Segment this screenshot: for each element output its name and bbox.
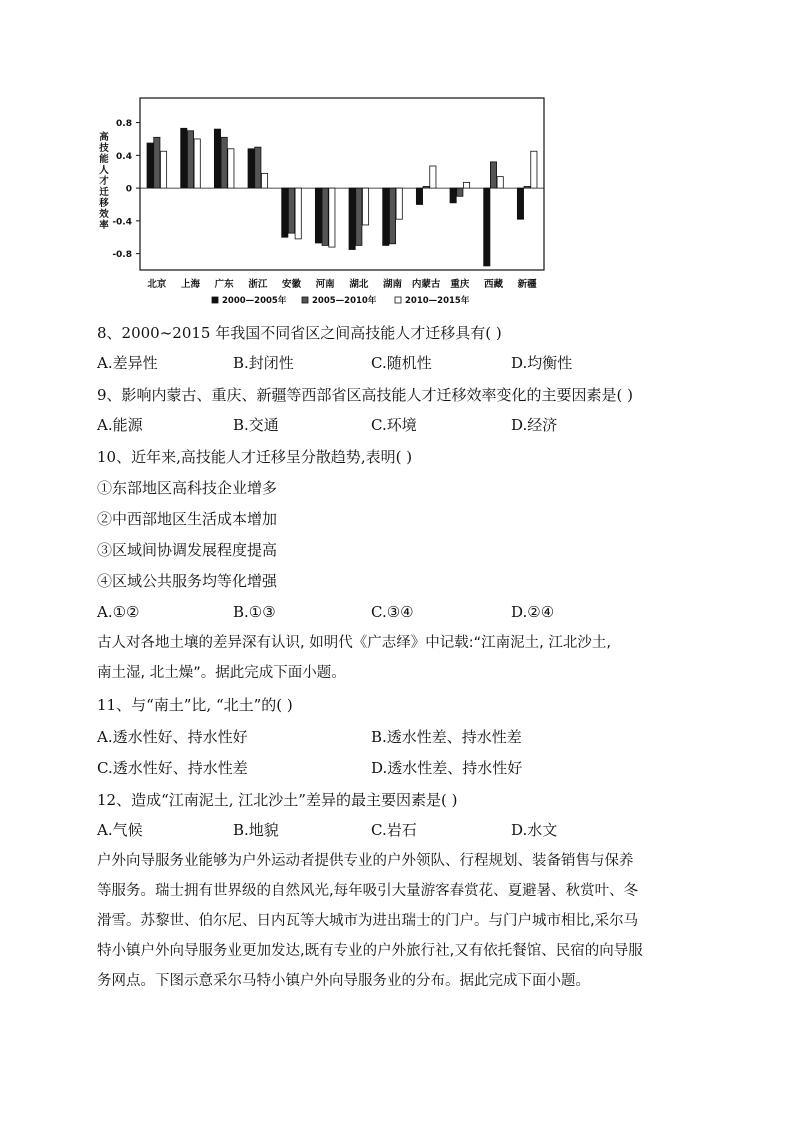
category-label: 广东: [214, 279, 234, 290]
category-label: 上海: [180, 279, 201, 290]
q10-option-c[interactable]: C.③④: [371, 603, 414, 621]
bar: [349, 188, 355, 249]
category-label: 安徽: [281, 279, 302, 290]
category-labels: [147, 278, 537, 290]
bar: [416, 188, 422, 204]
bar: [181, 128, 187, 188]
bar: [362, 188, 368, 225]
passage-soil-line-2: 南土湿, 北土燥”。据此完成下面小题。: [97, 665, 346, 681]
q12-option-c[interactable]: C.岩石: [371, 821, 417, 839]
passage-guide-line-1: 户外向导服务业能够为户外运动者提供专业的户外领队、行程规划、装备销售与保养: [97, 853, 634, 869]
y-ticks: [112, 119, 140, 260]
passage-guide-line-4: 特小镇户外向导服务业更加发达,既有专业的户外旅行社,又有依托餐馆、民宿的向导服: [97, 943, 643, 959]
category-label: 北京: [147, 279, 167, 290]
q10-item-4: ④区域公共服务均等化增强: [97, 572, 278, 590]
q11-option-b[interactable]: B.透水性差、持水性差: [371, 728, 522, 746]
q8-option-a[interactable]: A.差异性: [97, 354, 158, 372]
bar: [484, 188, 490, 266]
q8-option-d[interactable]: D.均衡性: [511, 354, 573, 372]
q9-option-c[interactable]: C.环境: [371, 416, 417, 434]
bar: [524, 186, 530, 188]
q12-option-a[interactable]: A.气候: [97, 821, 143, 839]
bar: [396, 188, 402, 219]
category-label: 湖南: [382, 279, 403, 290]
category-label: 湖北: [349, 279, 369, 290]
bar: [463, 182, 469, 188]
legend-swatch: [302, 297, 308, 303]
y-tick-label: 0.4: [116, 151, 132, 162]
q9-option-d[interactable]: D.经济: [511, 416, 558, 434]
q11-option-a[interactable]: A.透水性好、持水性好: [97, 728, 248, 746]
q10-item-3: ③区域间协调发展程度提高: [97, 541, 278, 559]
bar: [214, 129, 220, 188]
category-label: 内蒙古: [411, 279, 441, 290]
bar: [194, 139, 200, 188]
bar: [221, 137, 227, 188]
y-axis-label-char: 技: [99, 143, 109, 154]
y-axis-label-char: 迁: [99, 187, 109, 198]
y-tick-label: 0: [125, 184, 132, 195]
category-label: 新疆: [517, 279, 537, 290]
bar: [160, 151, 166, 188]
bar: [430, 166, 436, 188]
q12-option-d[interactable]: D.水文: [511, 821, 558, 839]
bar: [356, 188, 362, 245]
bar: [187, 131, 193, 188]
bar: [497, 177, 503, 188]
legend-swatch: [395, 297, 401, 303]
bar: [383, 188, 389, 245]
question-11-stem: 11、与“南土”比, “北土”的( ): [97, 696, 293, 714]
bar: [248, 149, 254, 188]
bar: [423, 186, 429, 188]
question-9-stem: 9、影响内蒙古、重庆、新疆等西部省区高技能人才迁移效率变化的主要因素是( ): [97, 386, 634, 404]
bar: [315, 188, 321, 243]
y-axis-label-char: 移: [99, 198, 109, 209]
category-label: 河南: [315, 279, 335, 290]
question-10-stem: 10、近年来,高技能人才迁移呈分散趋势,表明( ): [97, 448, 413, 466]
bar: [295, 188, 301, 239]
passage-outdoor-guide: [97, 846, 707, 996]
bars: [147, 128, 537, 266]
question-8-stem: 8、2000~2015 年我国不同省区之间高技能人才迁移具有( ): [97, 324, 502, 342]
category-label: 西藏: [483, 279, 504, 290]
y-axis-label-char: 率: [99, 220, 109, 231]
legend: [212, 295, 470, 306]
q11-option-d[interactable]: D.透水性差、持水性好: [371, 759, 523, 777]
legend-swatch: [212, 297, 218, 303]
passage-soil-line-1: 古人对各地土壤的差异深有认识, 如明代《广志绎》中记载:“江南泥土, 江北沙土,: [97, 635, 611, 651]
y-axis-label-char: 人: [99, 165, 109, 176]
q9-option-b[interactable]: B.交通: [233, 416, 279, 434]
y-tick-label: -0.4: [112, 217, 132, 228]
bar: [147, 143, 153, 188]
bar: [282, 188, 288, 237]
q8-option-c[interactable]: C.随机性: [371, 354, 432, 372]
migration-efficiency-chart: [90, 88, 560, 318]
y-axis-label-char: 能: [99, 154, 109, 165]
passage-guide-line-2: 等服务。瑞士拥有世界级的自然风光,每年吸引大量游客春赏花、夏避暑、秋赏叶、冬: [97, 883, 639, 899]
q11-option-c[interactable]: C.透水性好、持水性差: [97, 759, 248, 777]
q10-option-a[interactable]: A.①②: [97, 603, 140, 621]
bar: [288, 188, 294, 233]
q10-item-1: ①东部地区高科技企业增多: [97, 479, 278, 497]
bar: [457, 188, 463, 196]
bar: [517, 188, 523, 219]
q10-option-d[interactable]: D.②④: [511, 603, 555, 621]
legend-label: 2000—2005年: [222, 296, 287, 306]
y-tick-label: 0.8: [116, 119, 132, 130]
passage-guide-line-3: 滑雪。苏黎世、伯尔尼、日内瓦等大城市为进出瑞士的门户。与门户城市相比,采尔马: [97, 913, 639, 929]
legend-label: 2010—2015年: [405, 296, 470, 306]
bar: [389, 188, 395, 244]
y-axis-label-char: 效: [99, 209, 109, 220]
bar: [255, 147, 261, 188]
y-axis-label-char: 才: [99, 176, 109, 187]
bar: [322, 188, 328, 245]
bar: [531, 151, 537, 188]
q9-option-a[interactable]: A.能源: [97, 416, 143, 434]
category-label: 重庆: [450, 279, 470, 290]
q8-option-b[interactable]: B.封闭性: [233, 354, 294, 372]
q10-item-2: ②中西部地区生活成本增加: [97, 510, 278, 528]
y-axis-label-char: 高: [99, 132, 109, 143]
y-tick-label: -0.8: [112, 250, 132, 261]
passage-soil: [97, 628, 707, 688]
bar: [450, 188, 456, 203]
passage-guide-line-5: 务网点。下图示意采尔马特小镇户外向导服务业的分布。据此完成下面小题。: [97, 973, 590, 989]
legend-label: 2005—2010年: [312, 296, 377, 306]
bar: [228, 149, 234, 188]
question-12-stem: 12、造成“江南泥土, 江北沙土”差异的最主要因素是( ): [97, 791, 458, 809]
category-label: 浙江: [248, 279, 268, 290]
q10-option-b[interactable]: B.①③: [233, 603, 276, 621]
bar: [490, 162, 496, 188]
bar: [261, 173, 267, 188]
y-axis-label: [98, 131, 109, 231]
bar: [154, 137, 160, 188]
bar: [329, 188, 335, 247]
q12-option-b[interactable]: B.地貌: [233, 821, 279, 839]
